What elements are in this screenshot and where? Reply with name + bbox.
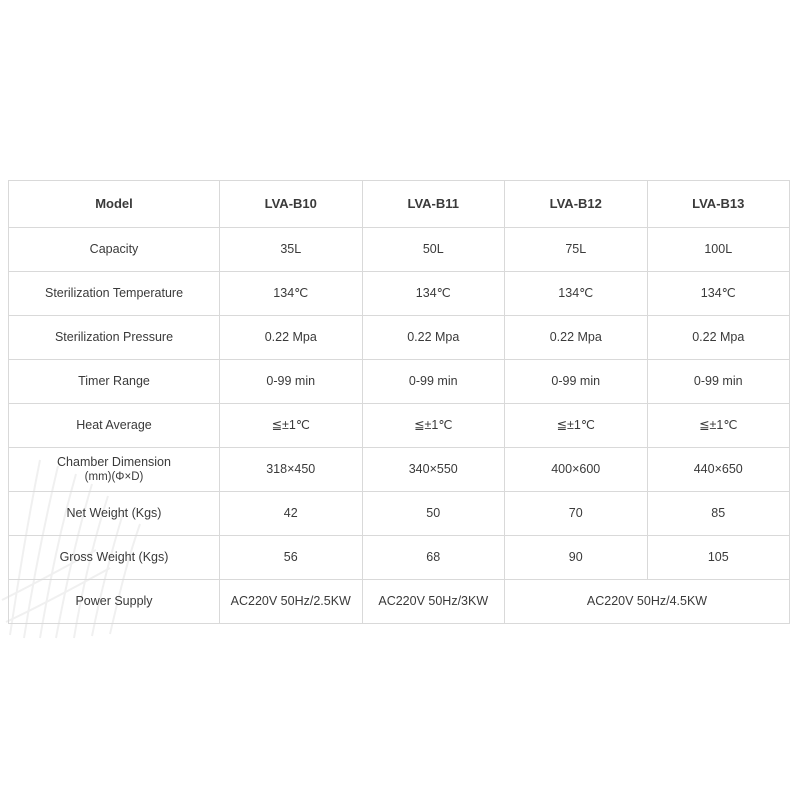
column-header-model: Model (9, 181, 220, 228)
table-cell: 90 (505, 536, 648, 580)
table-cell: 0-99 min (647, 360, 790, 404)
table-cell: 105 (647, 536, 790, 580)
table-cell: 0-99 min (505, 360, 648, 404)
table-row (9, 228, 790, 272)
column-header-lva-b11: LVA-B11 (362, 181, 505, 228)
table-header-row (9, 181, 790, 228)
table-cell: 50 (362, 492, 505, 536)
column-header-lva-b12: LVA-B12 (505, 181, 648, 228)
row-label: Net Weight (Kgs) (9, 492, 220, 536)
table-cell: 134℃ (647, 272, 790, 316)
table-cell: 0.22 Mpa (220, 316, 363, 360)
table-cell: 85 (647, 492, 790, 536)
row-label: Sterilization Temperature (9, 272, 220, 316)
table-cell: 340×550 (362, 448, 505, 492)
table-cell: 440×650 (647, 448, 790, 492)
row-label: Gross Weight (Kgs) (9, 536, 220, 580)
table-cell: 0.22 Mpa (505, 316, 648, 360)
table-cell: 100L (647, 228, 790, 272)
column-header-lva-b13: LVA-B13 (647, 181, 790, 228)
table-cell: 70 (505, 492, 648, 536)
table-row (9, 536, 790, 580)
table-row (9, 492, 790, 536)
table-cell: 134℃ (505, 272, 648, 316)
table-cell: 42 (220, 492, 363, 536)
table-cell: AC220V 50Hz/2.5KW (220, 580, 363, 624)
table-row (9, 316, 790, 360)
row-label-line1: Chamber Dimension (57, 454, 171, 469)
table-cell: 318×450 (220, 448, 363, 492)
table-cell: 134℃ (362, 272, 505, 316)
table-cell: 50L (362, 228, 505, 272)
table-cell: AC220V 50Hz/3KW (362, 580, 505, 624)
row-label (9, 448, 220, 492)
table-cell: 134℃ (220, 272, 363, 316)
table-cell: 68 (362, 536, 505, 580)
table-cell: 35L (220, 228, 363, 272)
row-label: Heat Average (9, 404, 220, 448)
table-cell: ≦±1℃ (647, 404, 790, 448)
table-row (9, 580, 790, 624)
table-cell: ≦±1℃ (220, 404, 363, 448)
row-label-line2: (mm)(Φ×D) (84, 471, 144, 484)
specifications-table (8, 180, 790, 624)
row-label: Sterilization Pressure (9, 316, 220, 360)
table-row (9, 404, 790, 448)
table-cell: 0-99 min (362, 360, 505, 404)
table-cell: 400×600 (505, 448, 648, 492)
row-label: Capacity (9, 228, 220, 272)
table-row (9, 272, 790, 316)
row-label: Timer Range (9, 360, 220, 404)
table-cell: ≦±1℃ (362, 404, 505, 448)
table-cell: ≦±1℃ (505, 404, 648, 448)
column-header-lva-b10: LVA-B10 (220, 181, 363, 228)
table-cell: 75L (505, 228, 648, 272)
row-label: Power Supply (9, 580, 220, 624)
table-row (9, 360, 790, 404)
table-cell: 0.22 Mpa (362, 316, 505, 360)
table-cell: 56 (220, 536, 363, 580)
table-cell: AC220V 50Hz/4.5KW (505, 580, 790, 624)
specifications-table-container (8, 180, 790, 624)
table-cell: 0.22 Mpa (647, 316, 790, 360)
table-row (9, 448, 790, 492)
table-cell: 0-99 min (220, 360, 363, 404)
